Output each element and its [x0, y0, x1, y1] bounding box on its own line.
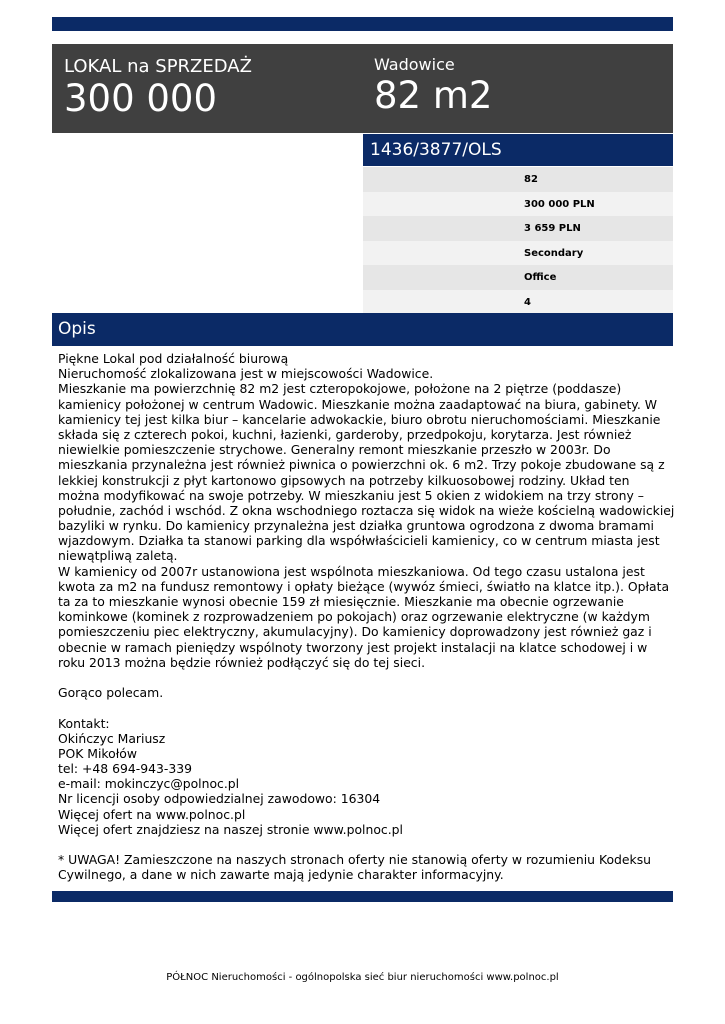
footer: PÓŁNOC Nieruchomości - ogólnopolska sieć biur nieruchomości www.polnoc.pl: [166, 972, 559, 983]
detail-row: [363, 265, 673, 290]
description-line: Mieszkanie ma powierzchnię 82 m2 jest czteropokojowe, położone na 2 piętrze (poddasze): [58, 381, 622, 397]
description-line: Kontakt:: [58, 715, 110, 731]
description-line: można modyfikować na swoje potrzeby. W mieszkaniu jest 5 okien z widokiem na trzy strony –: [58, 487, 644, 503]
reference-bar: [363, 134, 673, 166]
reference-number: 1436/3877/OLS: [370, 140, 502, 160]
details-table: [363, 167, 673, 314]
detail-value: Secondary: [524, 247, 584, 259]
description-line: W kamienicy od 2007r ustanowiona jest wspólnota mieszkaniowa. Od tego czasu ustalona jest: [58, 563, 645, 579]
description-line: bazyliki w rynku. Do kamienicy przynależna jest działka gruntowa ogrodzona z dwoma bramami: [58, 518, 654, 534]
description-line: kominkowe (kominek z rozprowadzeniem po pokojach) oraz ogrzewanie elektryczne (w każdym: [58, 609, 650, 625]
description-line: e-mail: mokinczyc@polnoc.pl: [58, 776, 240, 792]
description-line: kwota za m2 na fundusz remontowy i opłaty bieżące (wywóz śmieci, światło na klatce itp.). Opłata: [58, 578, 670, 594]
offer-type: LOKAL na SPRZEDAŻ: [64, 56, 252, 77]
description-text: [58, 351, 675, 883]
top-band: [52, 17, 673, 31]
description-line: Nr licencji osoby odpowiedzialnej zawodowo: 16304: [58, 791, 381, 807]
description-line: Gorąco polecam.: [58, 685, 164, 701]
description-line: pomieszczeniu piec elektryczny, akumulacyjny). Do kamienicy doprowadzony jest również gaz i: [58, 624, 652, 640]
detail-row: [363, 192, 673, 217]
detail-row: [363, 290, 673, 315]
area: 82 m2: [374, 74, 493, 117]
description-line: [58, 700, 666, 715]
description-line: niewielkie pomieszczenie strychowe. Generalny remont mieszkanie przeszło w 2003r. Do: [58, 442, 611, 458]
description-line: * UWAGA! Zamieszczone na naszych stronach oferty nie stanowią oferty w rozumieniu Kodeksu: [58, 852, 652, 868]
description-section-bar: [52, 313, 673, 346]
description-line: [58, 670, 666, 685]
description-line: mieszkania przynależna jest również piwnica o powierzchni ok. 6 m2. Trzy pokoje zbudowane są z: [58, 457, 665, 473]
description-line: Okińczyc Mariusz: [58, 730, 166, 746]
detail-row: [363, 216, 673, 241]
description-line: tel: +48 694-943-339: [58, 761, 193, 777]
detail-value: Office: [524, 272, 557, 283]
detail-value: 82: [524, 174, 538, 185]
description-line: Cywilnego, a dane w nich zawarte mają jedynie charakter informacyjny.: [58, 867, 504, 883]
header-right: [374, 55, 492, 117]
detail-row: [363, 241, 673, 266]
city: Wadowice: [374, 55, 455, 74]
description-line: południe, zachód i wschód. Z okna wschodniego roztacza się widok na wieże kościelną wadowickiej: [58, 502, 675, 518]
description-line: [58, 837, 666, 852]
description-line: składa się z czterech pokoi, kuchni, łazienki, garderoby, przedpokoju, korytarza. Jest również: [58, 426, 632, 442]
price: 300 000: [64, 77, 218, 120]
bottom-band: [52, 891, 673, 902]
detail-value: 4: [524, 296, 531, 308]
description-line: roku 2013 można będzie również podłączyć się do tej sieci.: [58, 654, 426, 670]
description-line: ta za to mieszkanie wynosi obecnie 159 zł miesięcznie. Mieszkanie ma obecnie ogrzewanie: [58, 594, 624, 609]
description-line: Piękne Lokal pod działalność biurową: [58, 351, 289, 366]
description-line: kamienicy tej jest kilka biur – kancelarie adwokackie, biuro obrotu nieruchomościami. Mieszkanie: [58, 411, 661, 427]
description-line: Więcej ofert na www.polnoc.pl: [58, 806, 246, 822]
description-line: lekkiej konstrukcji z płyt kartonowo gipsowych na potrzeby kilkuosobowej rodziny. Układ ten: [58, 472, 630, 488]
detail-value: 300 000 PLN: [524, 198, 595, 210]
section-title: Opis: [58, 319, 96, 339]
listing-header: [52, 44, 673, 133]
header-left: [64, 56, 252, 120]
description-line: obecnie w ramach pieniędzy wspólnoty tworzony jest projekt instalacji na klatce schodowej i w: [58, 639, 648, 655]
description-line: Więcej ofert znajdziesz na naszej stronie www.polnoc.pl: [58, 821, 403, 837]
detail-row: [363, 167, 673, 192]
description-line: POK Mikołów: [58, 745, 137, 761]
description-line: wjazdowym. Działka ta stanowi parking dla współwłaścicieli kamienicy, co w centrum miasta jest: [58, 533, 660, 549]
description-line: Nieruchomość zlokalizowana jest w miejscowości Wadowice.: [58, 366, 434, 382]
description-line: kamienicy położonej w centrum Wadowic. Mieszkanie można zaadaptować na biura, gabinety. W: [58, 396, 657, 412]
description-line: niewątpliwą zaletą.: [58, 548, 178, 564]
detail-value: 3 659 PLN: [524, 223, 581, 234]
